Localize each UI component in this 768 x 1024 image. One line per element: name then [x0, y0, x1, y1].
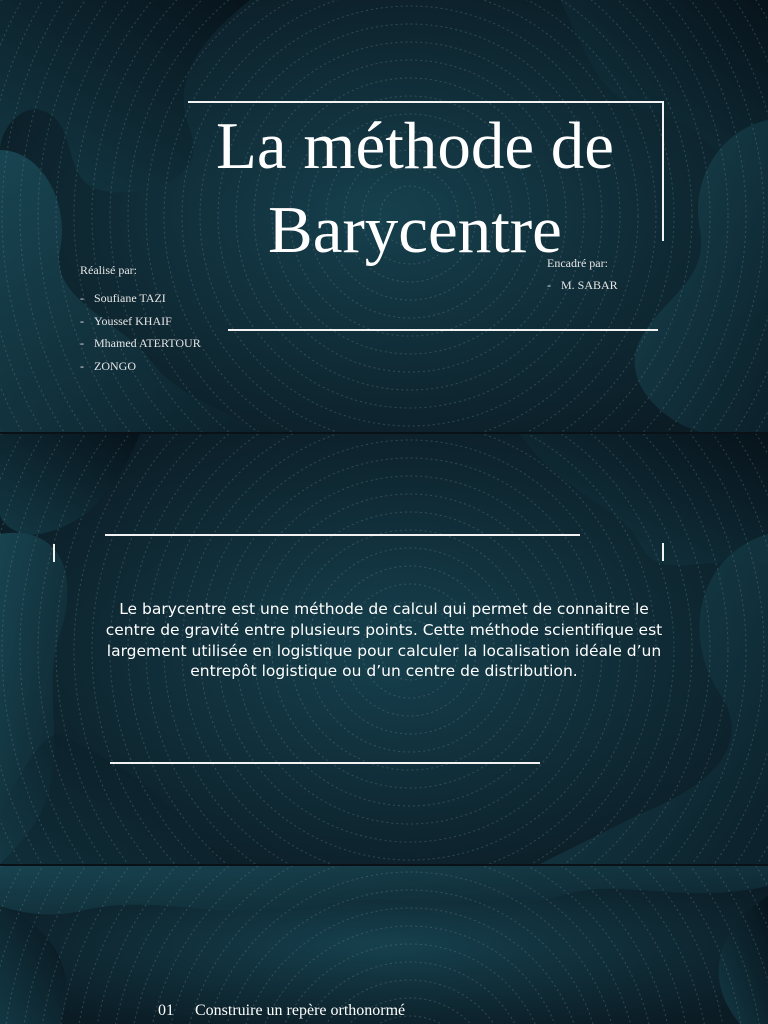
bullet-dash: - [80, 358, 84, 373]
bullet-dash: - [80, 313, 84, 328]
author-item [80, 310, 201, 333]
title-line-2: Barycentre [268, 193, 562, 267]
authors-label: Réalisé par: [80, 263, 137, 277]
title-line-1: La méthode de [215, 109, 615, 183]
bullet-dash: - [547, 278, 551, 292]
slide-definition [0, 434, 768, 864]
author-item [80, 332, 201, 355]
slide-steps [0, 866, 768, 1024]
supervisor-label: Encadré par: [547, 256, 608, 270]
step-item [158, 1002, 405, 1020]
slide-background [0, 866, 768, 1024]
bullet-dash: - [80, 291, 84, 305]
frame-line-top [105, 534, 580, 536]
author-item [80, 287, 201, 310]
supervisor-name: M. SABAR [561, 278, 618, 292]
step-number: 01 [158, 1002, 174, 1019]
slide-title [0, 0, 768, 432]
frame-line-left [53, 544, 55, 562]
author-name: Mhamed ATERTOUR [94, 336, 201, 350]
author-name: ZONGO [94, 358, 136, 373]
step-label: Construire un repère orthonormé [195, 1002, 406, 1019]
authors-list [80, 287, 201, 377]
supervisor-item [547, 278, 618, 293]
frame-line-bottom [110, 762, 540, 764]
presentation-title [150, 104, 680, 272]
supervisor-block [547, 256, 618, 293]
frame-line-bottom [228, 329, 658, 331]
barycentre-definition: Le barycentre est une méthode de calcul qui permet de connaitre le centre de gravité entre plusieurs points. Cette méthode scientifique est largement utilisée en logistique pour calculer la localisation idéale d’un entrepôt logistique ou d’un centre de distribution. [105, 600, 663, 681]
author-name: Soufiane TAZI [94, 291, 166, 305]
bullet-dash: - [80, 336, 84, 350]
authors-block [80, 263, 201, 377]
frame-line-top [188, 101, 664, 103]
author-name: Youssef KHAIF [94, 313, 172, 328]
author-item [80, 355, 201, 378]
frame-line-right [662, 543, 664, 561]
